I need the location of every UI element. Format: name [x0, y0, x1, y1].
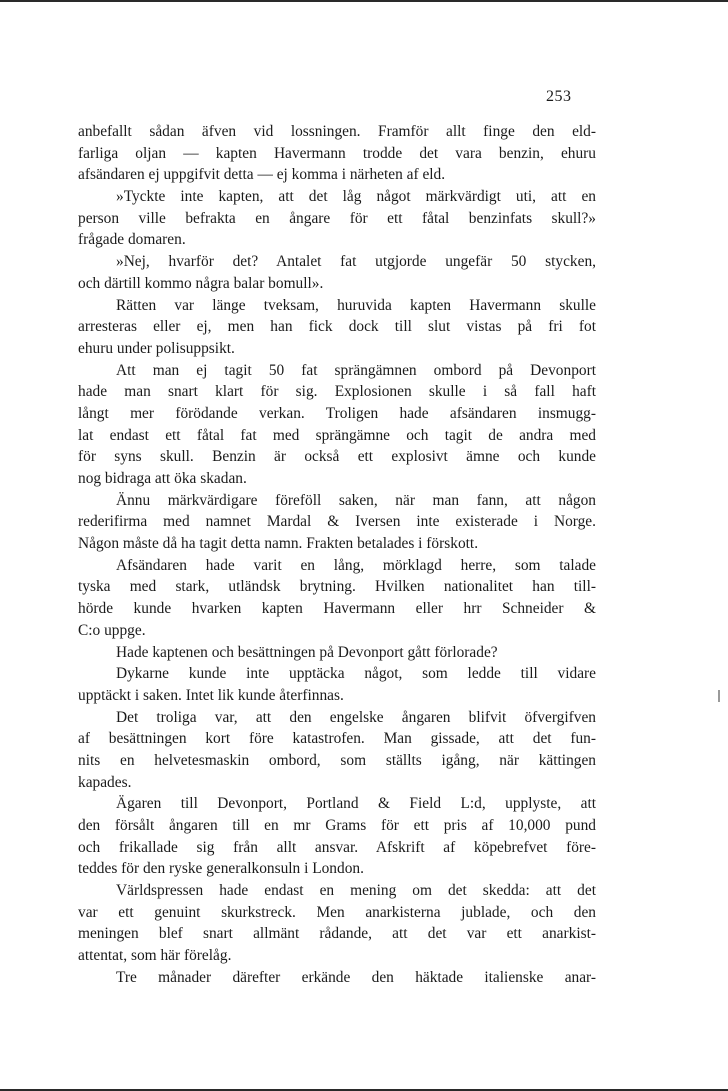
text-line: C:o uppge. [78, 621, 146, 639]
text-line: Ägaren till Devonport, Portland & Field L:d, upplyste, att [116, 795, 596, 813]
text-line: farliga oljan — kapten Havermann trodde det vara benzin, ehuru [78, 144, 596, 162]
text-line: var ett genuint skurkstreck. Men anarkisterna jublade, och den [78, 903, 596, 921]
text-line: hade man snart klart för sig. Explosionen skulle i så fall haft [78, 383, 596, 401]
text-line: Någon måste då ha tagit detta namn. Frakten betalades i förskott. [78, 535, 479, 553]
text-line: Rätten var länge tveksam, huruvida kapten Havermann skulle [116, 296, 596, 314]
text-line: person ville befrakta en ångare för ett fåtal benzinfats skull?» [78, 209, 596, 227]
text-line: Det troliga var, att den engelske ångaren blifvit öfvergifven [116, 708, 596, 726]
text-line: Afsändaren hade varit en lång, mörklagd herre, som talade [116, 556, 596, 574]
text-line: den försålt ångaren till en mr Grams för ett pris af 10,000 pund [78, 817, 596, 834]
text-line: frågade domaren. [78, 231, 186, 249]
text-line: nog bidraga att öka skadan. [78, 470, 247, 487]
text-line: upptäckt i saken. Intet lik kunde återfinnas. [78, 686, 344, 704]
text-line: tyska med stark, utländsk brytning. Hvilken nationalitet han till- [78, 578, 596, 596]
text-line: ehuru under polisuppsikt. [78, 339, 235, 357]
text-line: och därtill kommo några balar bomull». [78, 274, 324, 292]
text-line: hörde kunde hvarken kapten Havermann eller hrr Schneider & [78, 600, 596, 618]
text-line: lat endast ett fåtal fat med sprängämne och tagit de andra med [78, 426, 596, 444]
text-line: kapades. [78, 773, 132, 791]
page-number: 253 [546, 88, 572, 105]
text-line: anbefallt sådan äfven vid lossningen. Framför allt finge den eld- [78, 123, 596, 140]
text-line: Att man ej tagit 50 fat sprängämnen ombord på Devonport [116, 361, 596, 379]
text-line: »Tyckte inte kapten, att det låg något märkvärdigt uti, att en [116, 188, 596, 206]
text-line: nits en helvetesmaskin ombord, som ställts igång, när kättingen [78, 751, 596, 769]
text-line: afsändaren ej uppgifvit detta — ej komma i närheten af eld. [78, 166, 446, 184]
text-line: Världspressen hade endast en mening om det skedda: att det [116, 882, 596, 900]
text-line: »Nej, hvarför det? Antalet fat utgjorde ungefär 50 stycken, [116, 253, 596, 271]
text-line: och frikallade sig från allt ansvar. Afskrift af köpebrefvet före- [78, 838, 596, 856]
scan-mark [718, 690, 720, 702]
text-line: Dykarne kunde inte upptäcka något, som ledde till vidare [116, 665, 596, 683]
scan-edge-top [0, 0, 728, 2]
text-line: teddes för den ryske generalkonsuln i London. [78, 860, 364, 878]
text-line: attentat, som här förelåg. [78, 947, 232, 965]
text-line: långt mer förödande verkan. Troligen hade afsändaren insmugg- [78, 404, 596, 422]
text-line: arresteras eller ej, men han fick dock till slut vistas på fri fot [78, 318, 596, 336]
text-line: af besättningen kort före katastrofen. Man gissade, att det fun- [78, 730, 596, 748]
text-line: Tre månader därefter erkände den häktade italienske anar- [116, 968, 596, 986]
text-line: Hade kaptenen och besättningen på Devonport gått förlorade? [116, 643, 498, 661]
text-line: meningen blef snart allmänt rådande, att det var ett anarkist- [78, 925, 596, 943]
body-text [78, 121, 596, 989]
text-line: Ännu märkvärdigare föreföll saken, när man fann, att någon [116, 491, 596, 509]
text-line: rederifirma med namnet Mardal & Iversen inte existerade i Norge. [78, 513, 596, 531]
text-line: för syns skull. Benzin är också ett explosivt ämne och kunde [78, 448, 596, 466]
